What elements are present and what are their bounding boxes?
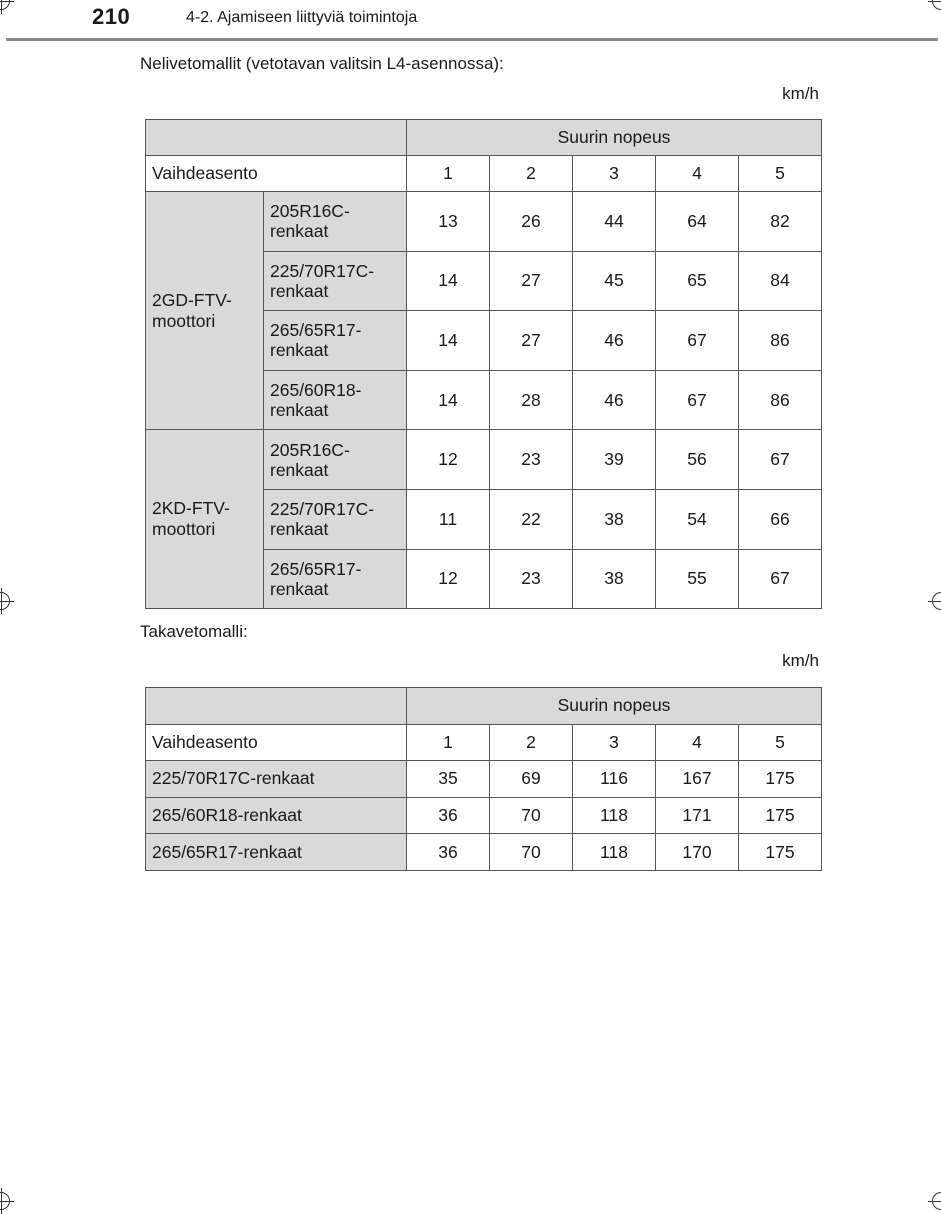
- table-row: [146, 430, 822, 490]
- tire-cell: 265/60R18-renkaat: [146, 797, 407, 834]
- speed-cell: 55: [656, 549, 739, 609]
- gear-cell: 3: [573, 724, 656, 761]
- speed-cell: 14: [407, 251, 490, 311]
- speed-cell: 23: [490, 430, 573, 490]
- speed-cell: 67: [739, 549, 822, 609]
- max-speed-header: Suurin nopeus: [407, 688, 822, 725]
- header-rule: [6, 38, 938, 41]
- empty-header-cell: [146, 688, 407, 725]
- speed-cell: 13: [407, 192, 490, 252]
- registration-mark-bottom-right: [932, 1192, 941, 1210]
- page-number: 210: [92, 4, 131, 29]
- speed-cell: 118: [573, 797, 656, 834]
- tire-cell: 265/60R18- renkaat: [264, 370, 407, 430]
- speed-cell: 67: [656, 370, 739, 430]
- speed-cell: 170: [656, 834, 739, 871]
- table2-caption: Takavetomalli:: [140, 622, 248, 641]
- speed-cell: 65: [656, 251, 739, 311]
- table-row: [146, 834, 822, 871]
- speed-cell: 27: [490, 251, 573, 311]
- speed-cell: 23: [490, 549, 573, 609]
- gear-cell: 5: [739, 724, 822, 761]
- registration-mark-top-left: [0, 0, 10, 10]
- speed-cell: 56: [656, 430, 739, 490]
- speed-cell: 22: [490, 489, 573, 549]
- speed-cell: 82: [739, 192, 822, 252]
- speed-cell: 35: [407, 761, 490, 798]
- table-row: [146, 797, 822, 834]
- gear-cell: 2: [490, 724, 573, 761]
- registration-mark-bottom-left: [0, 1192, 10, 1210]
- table1-caption: Nelivetomallit (vetotavan valitsin L4-asennossa):: [140, 54, 504, 73]
- gear-cell: 5: [739, 156, 822, 192]
- table-row: [146, 192, 822, 252]
- engine-cell: [146, 430, 264, 609]
- speed-cell: 12: [407, 549, 490, 609]
- speed-cell: 26: [490, 192, 573, 252]
- speed-cell: 66: [739, 489, 822, 549]
- speed-cell: 44: [573, 192, 656, 252]
- section-title: 4-2. Ajamiseen liittyviä toimintoja: [186, 9, 418, 26]
- engine-name: 2KD-FTV-: [152, 498, 230, 519]
- four-wheel-drive-speed-table: [145, 119, 822, 609]
- speed-cell: 69: [490, 761, 573, 798]
- tire-cell: 225/70R17C-renkaat: [146, 761, 407, 798]
- speed-cell: 86: [739, 311, 822, 371]
- rear-wheel-drive-speed-table: [145, 687, 822, 871]
- speed-cell: 39: [573, 430, 656, 490]
- speed-cell: 175: [739, 797, 822, 834]
- speed-cell: 38: [573, 549, 656, 609]
- speed-cell: 175: [739, 834, 822, 871]
- speed-cell: 54: [656, 489, 739, 549]
- speed-cell: 167: [656, 761, 739, 798]
- gear-cell: 4: [656, 724, 739, 761]
- gear-label: Vaihdeasento: [146, 724, 407, 761]
- speed-cell: 86: [739, 370, 822, 430]
- table-row: [146, 761, 822, 798]
- speed-cell: 64: [656, 192, 739, 252]
- gear-row: [146, 156, 822, 192]
- registration-mark-middle-left: [0, 592, 10, 610]
- tire-cell: 265/65R17- renkaat: [264, 311, 407, 371]
- speed-cell: 46: [573, 370, 656, 430]
- engine-name-suffix: moottori: [152, 310, 216, 331]
- speed-cell: 84: [739, 251, 822, 311]
- gear-cell: 1: [407, 724, 490, 761]
- tire-cell: 265/65R17- renkaat: [264, 549, 407, 609]
- speed-cell: 67: [739, 430, 822, 490]
- gear-label: Vaihdeasento: [146, 156, 407, 192]
- speed-cell: 70: [490, 797, 573, 834]
- speed-cell: 171: [656, 797, 739, 834]
- engine-name-suffix: moottori: [152, 519, 216, 540]
- tire-cell: 265/65R17-renkaat: [146, 834, 407, 871]
- speed-cell: 38: [573, 489, 656, 549]
- registration-mark-top-right: [932, 0, 941, 10]
- max-speed-header: Suurin nopeus: [407, 120, 822, 156]
- speed-cell: 175: [739, 761, 822, 798]
- gear-cell: 3: [573, 156, 656, 192]
- gear-cell: 2: [490, 156, 573, 192]
- speed-cell: 14: [407, 311, 490, 371]
- speed-cell: 11: [407, 489, 490, 549]
- speed-cell: 116: [573, 761, 656, 798]
- speed-cell: 36: [407, 797, 490, 834]
- speed-cell: 36: [407, 834, 490, 871]
- gear-row: [146, 724, 822, 761]
- speed-cell: 67: [656, 311, 739, 371]
- speed-cell: 27: [490, 311, 573, 371]
- header-row: [146, 120, 822, 156]
- engine-name: 2GD-FTV-: [152, 289, 232, 310]
- table1-unit: km/h: [782, 84, 819, 103]
- table2-unit: km/h: [782, 651, 819, 670]
- tire-cell: 205R16C- renkaat: [264, 192, 407, 252]
- speed-cell: 12: [407, 430, 490, 490]
- tire-cell: 225/70R17C- renkaat: [264, 251, 407, 311]
- speed-cell: 28: [490, 370, 573, 430]
- speed-cell: 45: [573, 251, 656, 311]
- tire-cell: 225/70R17C- renkaat: [264, 489, 407, 549]
- gear-cell: 4: [656, 156, 739, 192]
- speed-cell: 70: [490, 834, 573, 871]
- registration-mark-middle-right: [932, 592, 941, 610]
- tire-cell: 205R16C- renkaat: [264, 430, 407, 490]
- speed-cell: 14: [407, 370, 490, 430]
- engine-cell: [146, 192, 264, 430]
- speed-cell: 46: [573, 311, 656, 371]
- gear-cell: 1: [407, 156, 490, 192]
- header-row: [146, 688, 822, 725]
- speed-cell: 118: [573, 834, 656, 871]
- empty-header-cell: [146, 120, 407, 156]
